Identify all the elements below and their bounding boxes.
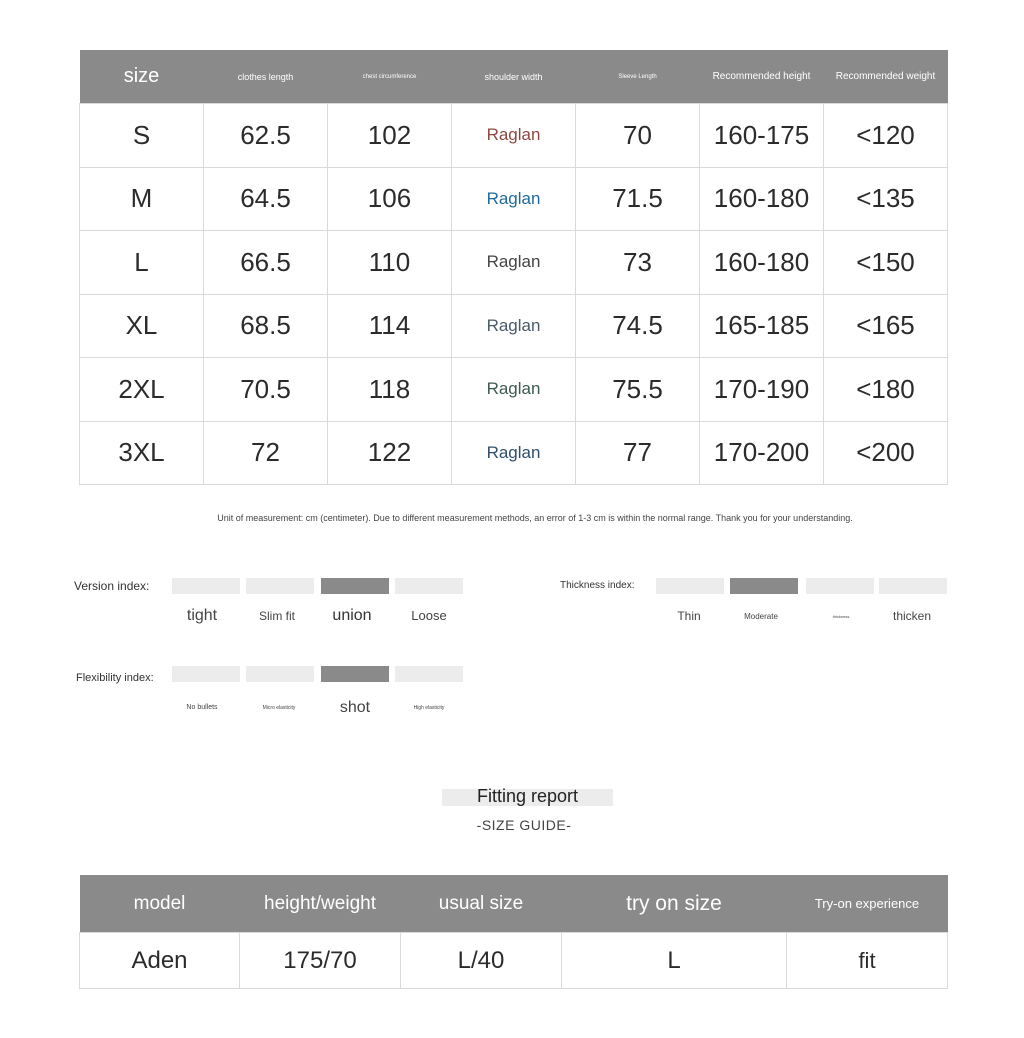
cell-model: Aden xyxy=(80,933,240,989)
version-option-union: union xyxy=(332,607,372,624)
cell-weight: <165 xyxy=(824,294,948,358)
cell-chest: 106 xyxy=(328,167,452,231)
size-table xyxy=(79,50,948,485)
version-bar-loose xyxy=(395,578,463,594)
flexibility-option-micro-elasticity: Micro elasticity xyxy=(262,705,296,711)
cell-clothes-length: 62.5 xyxy=(204,104,328,168)
thickness-bar-thin xyxy=(656,578,724,594)
flexibility-index-label: Flexibility index: xyxy=(76,672,154,684)
cell-weight: <180 xyxy=(824,358,948,422)
flexibility-bar-high-elasticity xyxy=(395,666,463,682)
cell-chest: 114 xyxy=(328,294,452,358)
cell-size: S xyxy=(80,104,204,168)
header-model: model xyxy=(80,875,240,933)
header-size: size xyxy=(80,50,204,104)
fitting-report-title-box xyxy=(442,786,613,806)
cell-sleeve: 77 xyxy=(576,421,700,485)
fitting-report-subtitle: -SIZE GUIDE- xyxy=(476,817,572,833)
cell-size: M xyxy=(80,167,204,231)
cell-clothes-length: 64.5 xyxy=(204,167,328,231)
cell-usual-size: L/40 xyxy=(401,933,562,989)
cell-chest: 110 xyxy=(328,231,452,295)
header-try-on-experience: Try-on experience xyxy=(787,875,948,933)
table-row xyxy=(80,231,948,295)
thickness-bar-thickness xyxy=(806,578,874,594)
flexibility-option-shot: shot xyxy=(339,699,371,716)
table-row xyxy=(80,933,948,989)
table-row xyxy=(80,358,948,422)
cell-clothes-length: 70.5 xyxy=(204,358,328,422)
cell-chest: 118 xyxy=(328,358,452,422)
cell-size: 3XL xyxy=(80,421,204,485)
version-index-label: Version index: xyxy=(74,579,150,593)
table-row xyxy=(80,104,948,168)
cell-weight: <200 xyxy=(824,421,948,485)
cell-size: XL xyxy=(80,294,204,358)
cell-weight: <135 xyxy=(824,167,948,231)
cell-shoulder: Raglan xyxy=(452,231,576,295)
cell-clothes-length: 68.5 xyxy=(204,294,328,358)
thickness-bar-thicken xyxy=(879,578,947,594)
size-table-header xyxy=(80,50,948,104)
version-option-tight: tight xyxy=(186,607,218,624)
fitting-report-table xyxy=(79,875,948,989)
header-clothes-length: clothes length xyxy=(204,50,328,104)
cell-sleeve: 70 xyxy=(576,104,700,168)
cell-height: 160-175 xyxy=(700,104,824,168)
thickness-index-label: Thickness index: xyxy=(560,580,635,591)
thickness-option-thin: Thin xyxy=(677,609,701,623)
cell-shoulder: Raglan xyxy=(452,421,576,485)
version-bar-tight xyxy=(172,578,240,594)
cell-sleeve: 74.5 xyxy=(576,294,700,358)
cell-clothes-length: 72 xyxy=(204,421,328,485)
thickness-option-moderate: Moderate xyxy=(744,612,778,621)
flexibility-option-no-bullets: No bullets xyxy=(186,704,218,711)
cell-try-on-experience: fit xyxy=(787,933,948,989)
thickness-option-thickness: thickness xyxy=(832,614,850,619)
header-shoulder-width: shoulder width xyxy=(452,50,576,104)
cell-shoulder: Raglan xyxy=(452,167,576,231)
header-recommended-weight: Recommended weight xyxy=(824,50,948,104)
flexibility-bar-micro-elasticity xyxy=(246,666,314,682)
cell-sleeve: 73 xyxy=(576,231,700,295)
cell-chest: 122 xyxy=(328,421,452,485)
table-row xyxy=(80,421,948,485)
cell-height: 170-200 xyxy=(700,421,824,485)
flexibility-bar-no-bullets xyxy=(172,666,240,682)
fitting-table-header xyxy=(80,875,948,933)
measurement-note: Unit of measurement: cm (centimeter). Due to different measurement methods, an error of 1-3 cm is within the normal range. Thank you for your understanding. xyxy=(217,513,853,523)
version-option-loose: Loose xyxy=(411,608,447,623)
header-sleeve-length: Sleeve Length xyxy=(576,50,700,104)
flexibility-option-high-elasticity: High elasticity xyxy=(413,705,445,711)
cell-shoulder: Raglan xyxy=(452,104,576,168)
header-chest-circumference: chest circumference xyxy=(328,50,452,104)
header-try-on-size: try on size xyxy=(562,875,787,933)
cell-sleeve: 71.5 xyxy=(576,167,700,231)
version-option-slim-fit: Slim fit xyxy=(259,609,295,623)
cell-clothes-length: 66.5 xyxy=(204,231,328,295)
cell-size: L xyxy=(80,231,204,295)
thickness-bar-moderate xyxy=(730,578,798,594)
cell-try-on-size: L xyxy=(562,933,787,989)
fitting-report-title: Fitting report xyxy=(476,786,579,806)
cell-shoulder: Raglan xyxy=(452,294,576,358)
cell-size: 2XL xyxy=(80,358,204,422)
cell-weight: <120 xyxy=(824,104,948,168)
cell-height: 165-185 xyxy=(700,294,824,358)
cell-chest: 102 xyxy=(328,104,452,168)
header-usual-size: usual size xyxy=(401,875,562,933)
cell-height: 170-190 xyxy=(700,358,824,422)
header-recommended-height: Recommended height xyxy=(700,50,824,104)
cell-height: 160-180 xyxy=(700,167,824,231)
flexibility-bar-shot xyxy=(321,666,389,682)
thickness-option-thicken: thicken xyxy=(892,609,932,623)
cell-shoulder: Raglan xyxy=(452,358,576,422)
version-bar-union xyxy=(321,578,389,594)
cell-height-weight: 175/70 xyxy=(240,933,401,989)
cell-sleeve: 75.5 xyxy=(576,358,700,422)
table-row xyxy=(80,294,948,358)
header-height-weight: height/weight xyxy=(240,875,401,933)
version-bar-slim-fit xyxy=(246,578,314,594)
table-row xyxy=(80,167,948,231)
cell-height: 160-180 xyxy=(700,231,824,295)
cell-weight: <150 xyxy=(824,231,948,295)
